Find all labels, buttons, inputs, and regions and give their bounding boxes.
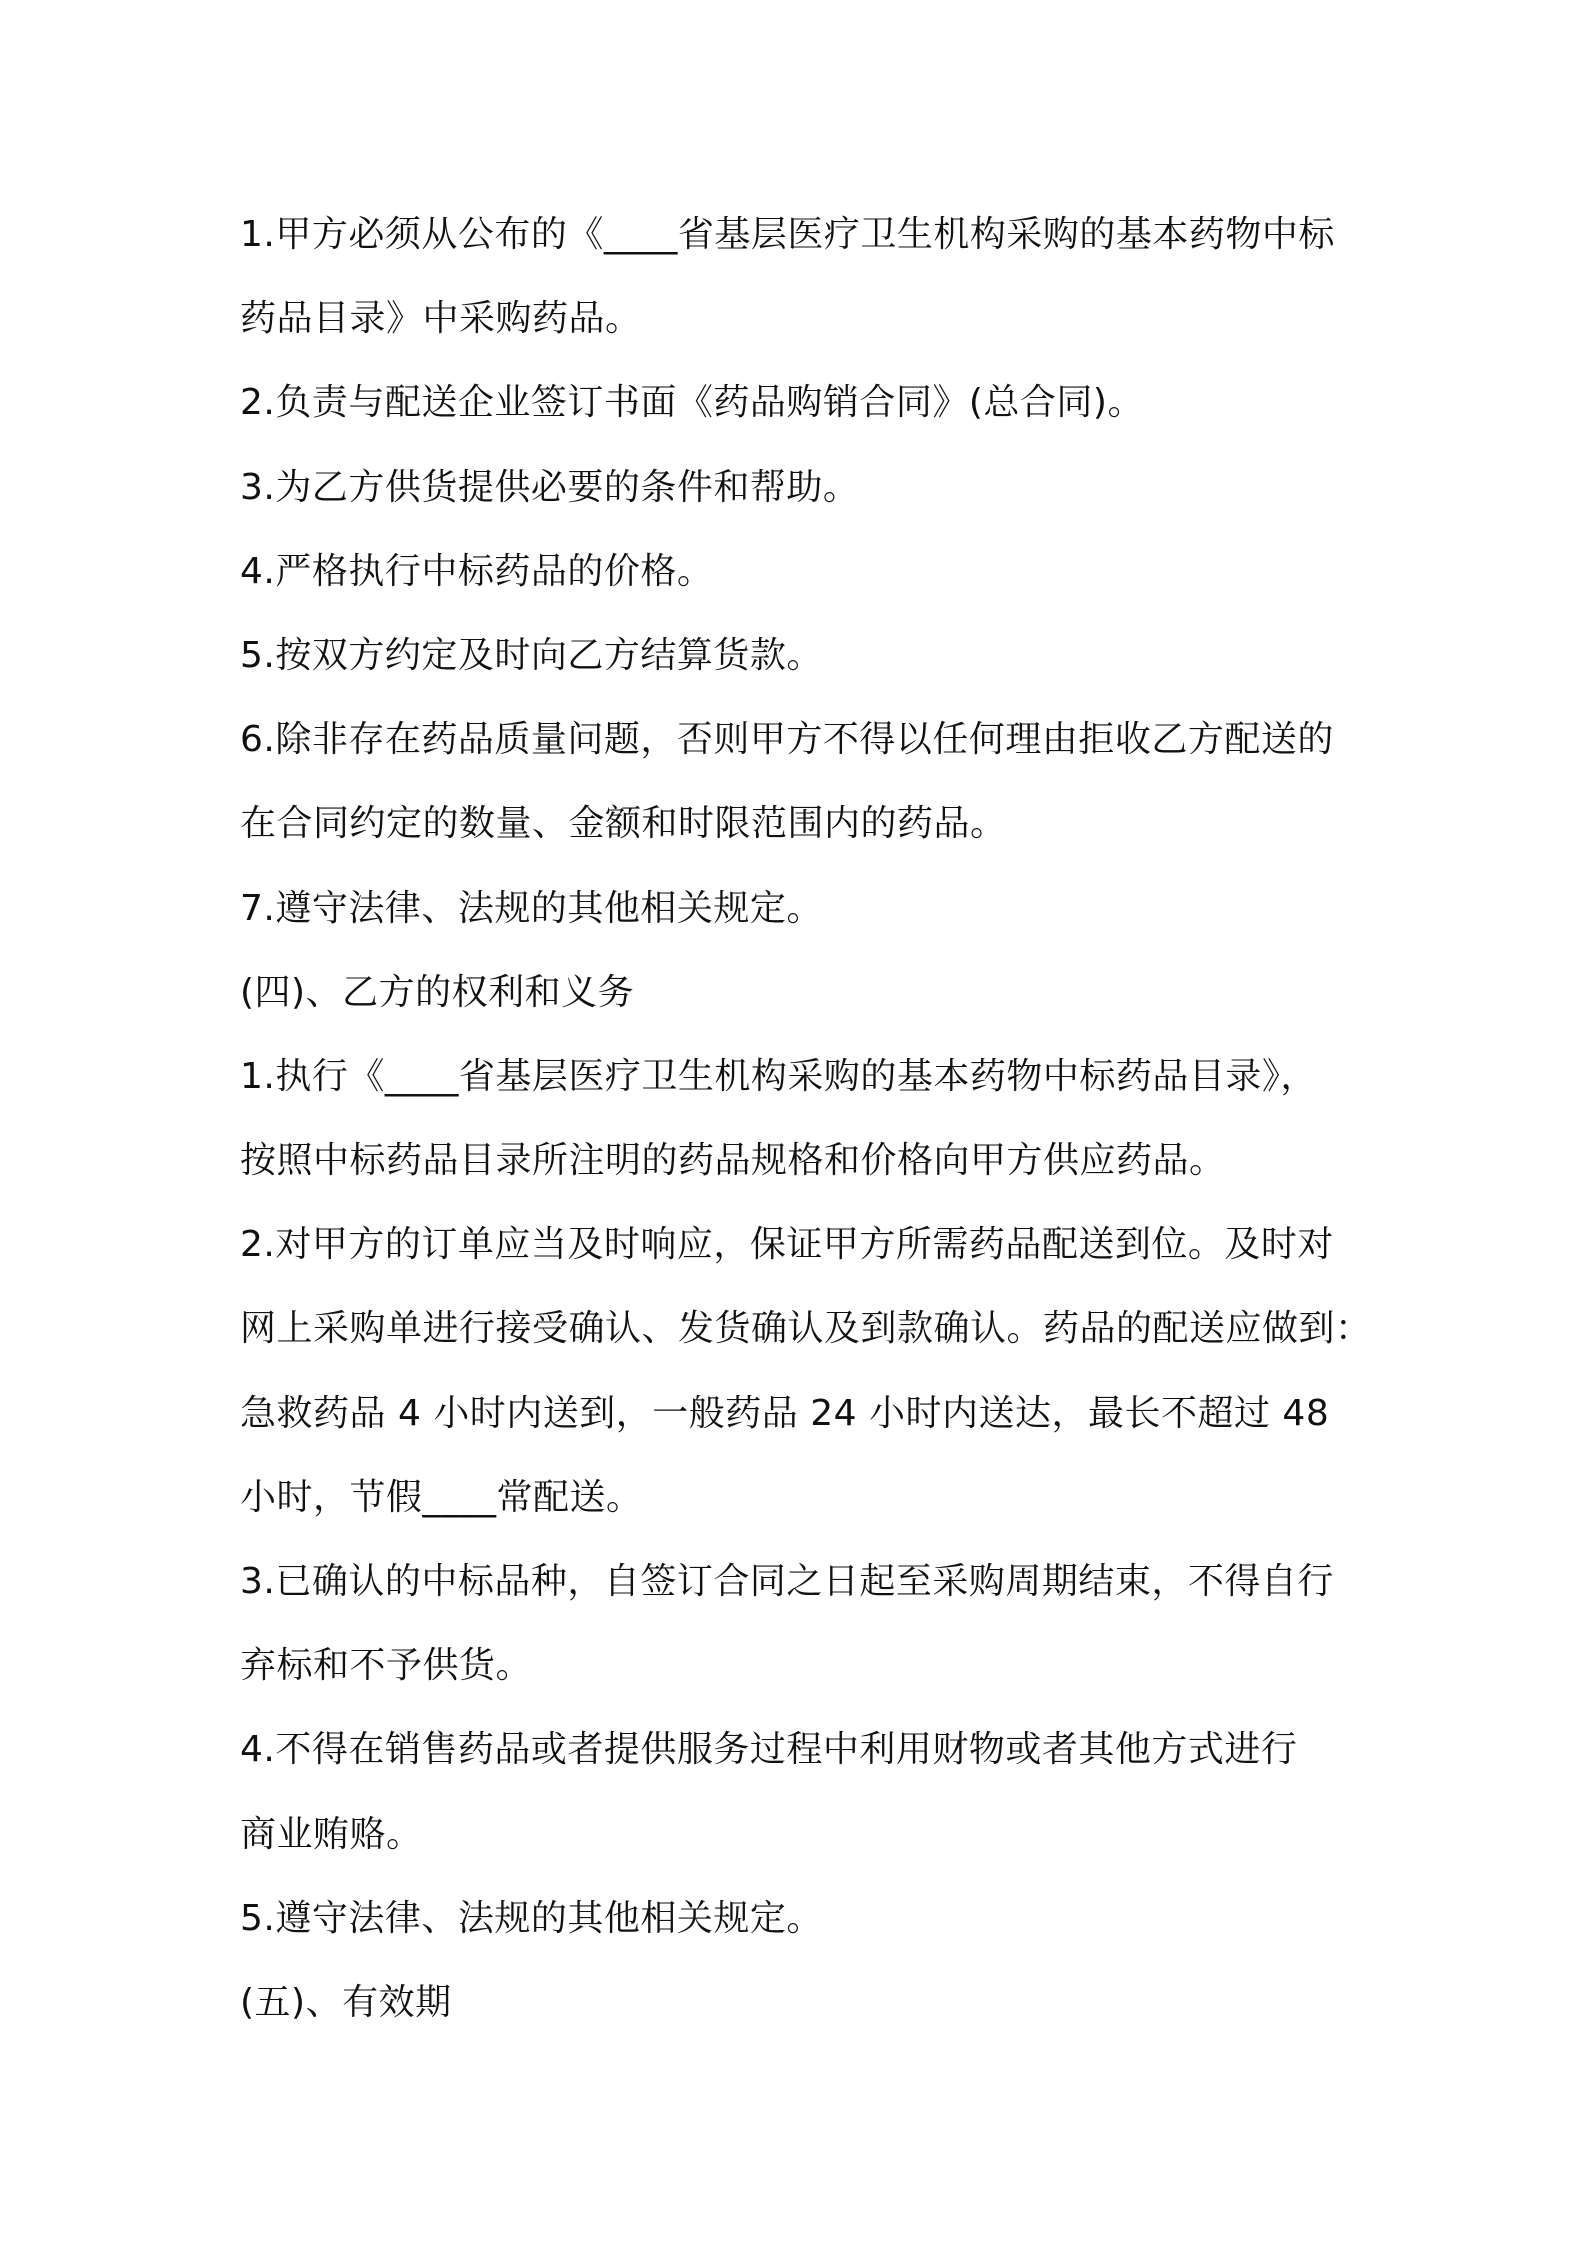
text-line: 小时，节假____常配送。 (240, 1476, 643, 1518)
text-line: 药品目录》中采购药品。 (240, 298, 642, 340)
section-heading: (四)、乙方的权利和义务 (240, 971, 635, 1013)
text-line: 5.遵守法律、法规的其他相关规定。 (240, 1897, 823, 1939)
text-line: 1.甲方必须从公布的《____省基层医疗卫生机构采购的基本药物中标 (240, 214, 1335, 255)
text-line: 6.除非存在药品质量问题，否则甲方不得以任何理由拒收乙方配送的 (240, 719, 1334, 761)
section-heading: (五)、有效期 (240, 1981, 452, 2023)
text-line: 3.为乙方供货提供必要的条件和帮助。 (240, 466, 860, 508)
text-line: 1.执行《____省基层医疗卫生机构采购的基本药物中标药品目录》， (240, 1055, 1317, 1097)
text-line: 弃标和不予供货。 (240, 1645, 533, 1687)
text-line: 4.不得在销售药品或者提供服务过程中利用财物或者其他方式进行 (240, 1729, 1298, 1771)
text-line: 急救药品 4 小时内送到，一般药品 24 小时内送达，最长不超过 48 (240, 1392, 1330, 1434)
text-line: 2.负责与配送企业签订书面《药品购销合同》(总合同)。 (240, 382, 1144, 424)
text-line: 3.已确认的中标品种，自签订合同之日起至采购周期结束，不得自行 (240, 1561, 1334, 1602)
text-line: 在合同约定的数量、金额和时限范围内的药品。 (240, 803, 1007, 845)
text-line: 网上采购单进行接受确认、发货确认及到款确认。药品的配送应做到： (240, 1308, 1372, 1350)
text-line: 2.对甲方的订单应当及时响应，保证甲方所需药品配送到位。及时对 (240, 1224, 1334, 1266)
text-line: 按照中标药品目录所注明的药品规格和价格向甲方供应药品。 (240, 1140, 1226, 1182)
text-line: 4.严格执行中标药品的价格。 (240, 550, 714, 592)
text-line: 商业贿赂。 (240, 1813, 423, 1855)
document-body (240, 193, 1372, 2045)
text-line: 5.按双方约定及时向乙方结算货款。 (240, 634, 823, 676)
text-line: 7.遵守法律、法规的其他相关规定。 (240, 887, 823, 929)
